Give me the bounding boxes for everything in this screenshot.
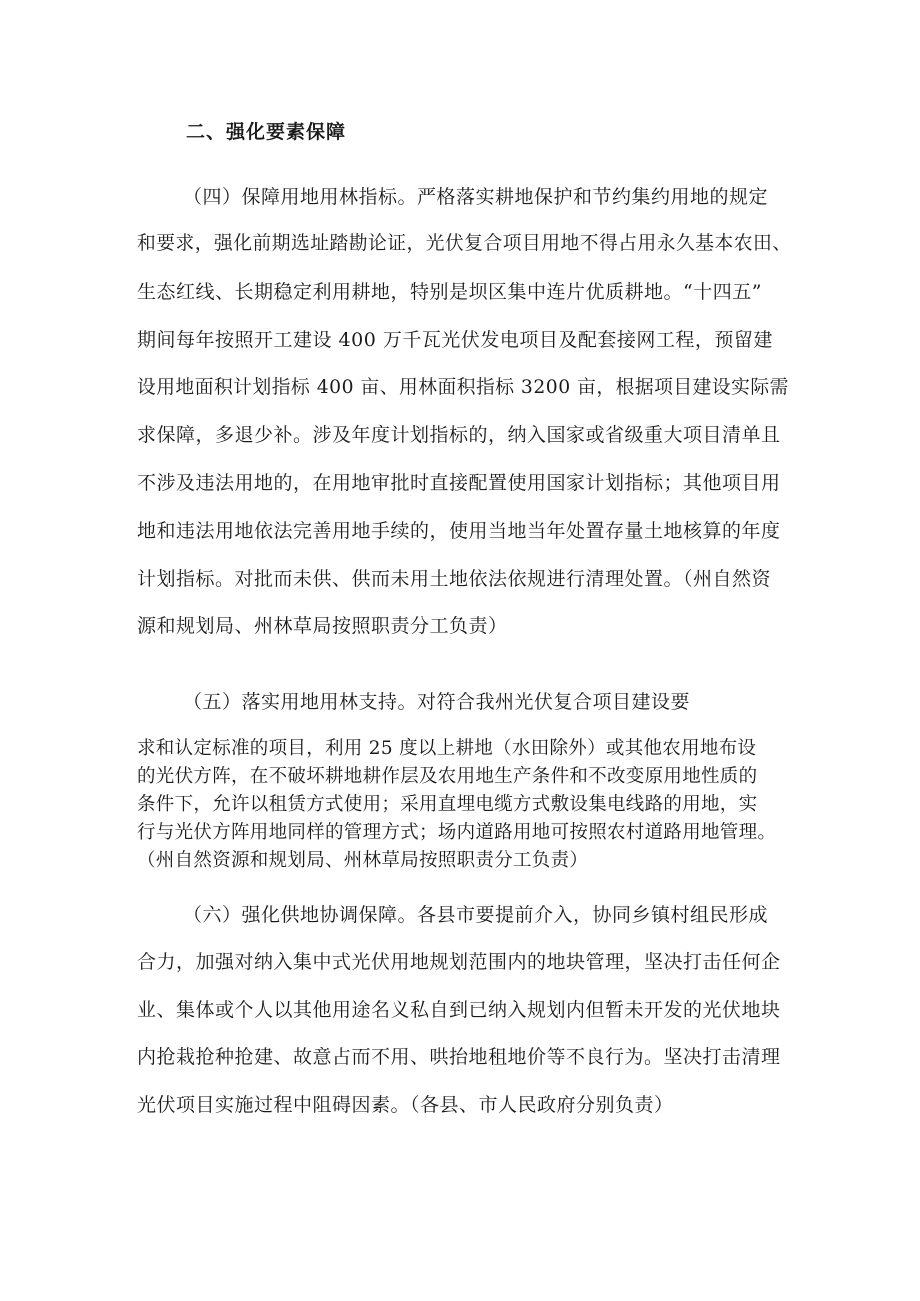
section4-line-6: 求保障，多退少补。涉及年度计划指标的，纳入国家或省级重大项目清单且 xyxy=(137,424,781,446)
section6-line-3: 业、集体或个人以其他用途名义私自到已纳入规划内但暂未开发的光伏地块 xyxy=(137,999,781,1021)
section4-line-7: 不涉及违法用地的，在用地审批时直接配置使用国家计划指标；其他项目用 xyxy=(137,472,781,494)
section5-line-3: 的光伏方阵，在不破坏耕地耕作层及农用地生产条件和不改变原用地性质的 xyxy=(137,766,758,787)
section4-line-2: 和要求，强化前期选址踏勘论证，光伏复合项目用地不得占用永久基本农田、 xyxy=(137,233,792,254)
section4-line-9: 计划指标。对批而未供、供而未用土地依法依规进行清理处置。（州自然资 xyxy=(137,568,772,590)
section-heading: 二、强化要素保障 xyxy=(186,121,347,143)
section6-line-4: 内抢栽抢种抢建、故意占而不用、哄抬地租地价等不良行为。坚决打击清理 xyxy=(137,1046,781,1068)
section5-line-5: 行与光伏方阵用地同样的管理方式；场内道路用地可按照农村道路用地管理。 xyxy=(137,822,777,843)
section4-line-4: 期间每年按照开工建设 400 万千瓦光伏发电项目及配套接网工程，预留建 xyxy=(137,329,773,351)
section5-line-1: （五）落实用地用林支持。对符合我州光伏复合项目建设要 xyxy=(183,691,691,713)
section5-line-4: 条件下，允许以租赁方式使用；采用直埋电缆方式敷设集电线路的用地，实 xyxy=(137,794,758,815)
section6-line-1: （六）强化供地协调保障。各县市要提前介入，协同乡镇村组民形成 xyxy=(183,904,769,926)
section6-line-2: 合力，加强对纳入集中式光伏用地规划范围内的地块管理，坚决打击任何企 xyxy=(137,951,781,973)
section5-line-2: 求和认定标准的项目，利用 25 度以上耕地（水田除外）或其他农用地布设 xyxy=(137,738,757,759)
section6-line-5: 光伏项目实施过程中阻碍因素。（各县、市人民政府分别负责） xyxy=(137,1094,674,1116)
section4-line-3: 生态红线、长期稳定利用耕地，特别是坝区集中连片优质耕地。“十四五” xyxy=(137,281,762,303)
section4-line-5: 设用地面积计划指标 400 亩、用林面积指标 3200 亩，根据项目建设实际需 xyxy=(137,377,789,398)
section4-line-1: （四）保障用地用林指标。严格落实耕地保护和节约集约用地的规定 xyxy=(183,186,769,208)
section4-line-10: 源和规划局、州林草局按照职责分工负责） xyxy=(137,615,508,637)
section4-line-8: 地和违法用地依法完善用地手续的，使用当地当年处置存量土地核算的年度 xyxy=(137,520,781,542)
section5-line-6: （州自然资源和规划局、州林草局按照职责分工负责） xyxy=(137,850,589,871)
